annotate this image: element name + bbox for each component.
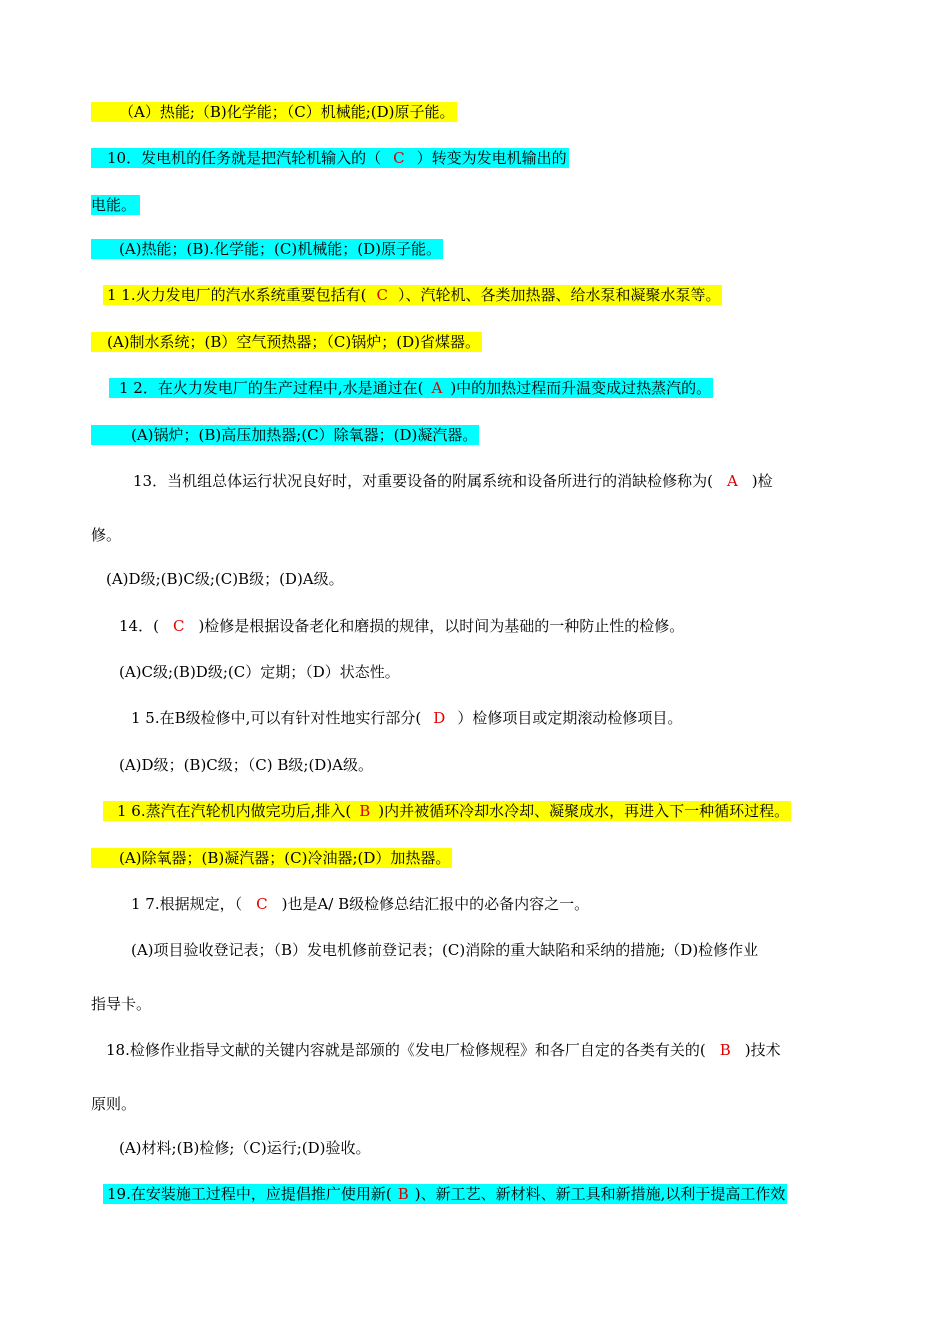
question-13-continuation (91, 525, 121, 545)
question-text: )检修是根据设备老化和磨损的规律，以时间为基础的一种防止性的检修。 (198, 617, 685, 635)
text-line-options-16 (91, 848, 452, 868)
options-text: (A)项目验收登记表；（B）发电机修前登记表；(C)消除的重大缺陷和采纳的措施;（D)检修作业 (131, 941, 759, 959)
answer-mark: C (376, 286, 388, 304)
question-18 (106, 1040, 781, 1060)
question-15 (131, 708, 682, 728)
options-text: (A)材料;(B)检修;（C)运行;(D)验收。 (119, 1139, 371, 1157)
question-text: 19.在安装施工过程中，应提倡推广使用新( (107, 1185, 392, 1203)
question-16 (103, 801, 791, 821)
answer-mark: B (359, 802, 371, 820)
text-line-options-10 (91, 239, 443, 259)
question-text: 1 6.蒸汽在汽轮机内做完功后,排入( (117, 802, 352, 820)
question-text: 1 7.根据规定，（ (131, 895, 243, 913)
text-line-options-18 (119, 1138, 371, 1158)
question-text: )也是A/ B级检修总结汇报中的必备内容之一。 (281, 895, 590, 913)
question-text: )检 (751, 472, 773, 490)
question-text: 1 2．在火力发电厂的生产过程中,水是通过在( (119, 379, 424, 397)
answer-mark: B (719, 1041, 731, 1059)
text-line-options-17 (131, 940, 758, 960)
options-text: (A)锅炉；(B)高压加热器;(C）除氧器；(D)凝汽器。 (131, 426, 478, 444)
continuation-text: 原则。 (91, 1095, 137, 1113)
answer-mark: C (393, 149, 405, 167)
continuation-text: 电能。 (91, 196, 137, 214)
text-line-options-14 (119, 662, 400, 682)
question-text: 18.检修作业指导文献的关键内容就是部颁的《发电厂检修规程》和各厂自定的各类有关的( (106, 1041, 706, 1059)
question-text: )技术 (744, 1041, 781, 1059)
question-17 (131, 894, 589, 914)
answer-mark: A (431, 379, 443, 397)
question-text: )中的加热过程而升温变成过热蒸汽的。 (450, 379, 712, 397)
answer-mark: C (256, 895, 268, 913)
text-line-options-12 (91, 425, 479, 445)
question-10 (91, 148, 569, 168)
continuation-text: 指导卡。 (91, 995, 152, 1013)
question-text: 10．发电机的任务就是把汽轮机输入的（ (107, 149, 382, 167)
question-10-continuation (91, 195, 140, 215)
options-text: (A)热能；(B).化学能；(C)机械能；(D)原子能。 (119, 240, 441, 258)
options-text: (A)制水系统；(B）空气预热器；（C)锅炉；(D)省煤器。 (107, 333, 480, 351)
question-text: ）转变为发电机输出的 (416, 149, 567, 167)
answer-mark: D (433, 709, 446, 727)
text-line-options-11 (91, 332, 482, 352)
question-18-continuation (91, 1094, 136, 1114)
answer-mark: C (172, 617, 185, 635)
options-text: (A)C级;(B)D级;(C）定期；（D）状态性。 (119, 663, 400, 681)
question-text: 1 1.火力发电厂的汽水系统重要包括有( (107, 286, 367, 304)
question-text: ）、汽轮机、各类加热器、给水泵和凝聚水泵等。 (397, 286, 721, 304)
options-text: (A)D级;(B)C级;(C)B级；(D)A级。 (106, 570, 344, 588)
question-13 (133, 471, 773, 491)
answer-mark: A (726, 472, 738, 490)
options-text: (A)除氧器；(B)凝汽器；(C)冷油器;(D）加热器。 (119, 849, 451, 867)
question-text: 13．当机组总体运行状况良好时，对重要设备的附属系统和设备所进行的消缺检修称为( (133, 472, 713, 490)
options-text: (A)D级；(B)C级；（C) B级;(D)A级。 (119, 756, 374, 774)
options-text: （A）热能;（B)化学能；（C）机械能;(D)原子能。 (119, 103, 455, 121)
question-text: )内并被循环冷却水冷却、凝聚成水，再进入下一种循环过程。 (378, 802, 790, 820)
question-12 (109, 378, 713, 398)
question-text: )、新工艺、新材料、新工具和新措施,以利于提高工作效 (414, 1185, 786, 1203)
text-line-options-15 (119, 755, 373, 775)
question-text: 1 5.在B级检修中,可以有针对性地实行部分( (131, 709, 422, 727)
answer-mark: B (397, 1185, 409, 1203)
options-17-continuation (91, 994, 151, 1014)
continuation-text: 修。 (91, 526, 122, 544)
question-text: 14．( (119, 617, 159, 635)
question-text: ）检修项目或定期滚动检修项目。 (457, 709, 683, 727)
text-line-options-9 (91, 102, 457, 122)
question-19 (103, 1184, 787, 1204)
text-line-options-13 (106, 569, 344, 589)
question-11 (103, 285, 722, 305)
question-14 (119, 616, 684, 636)
